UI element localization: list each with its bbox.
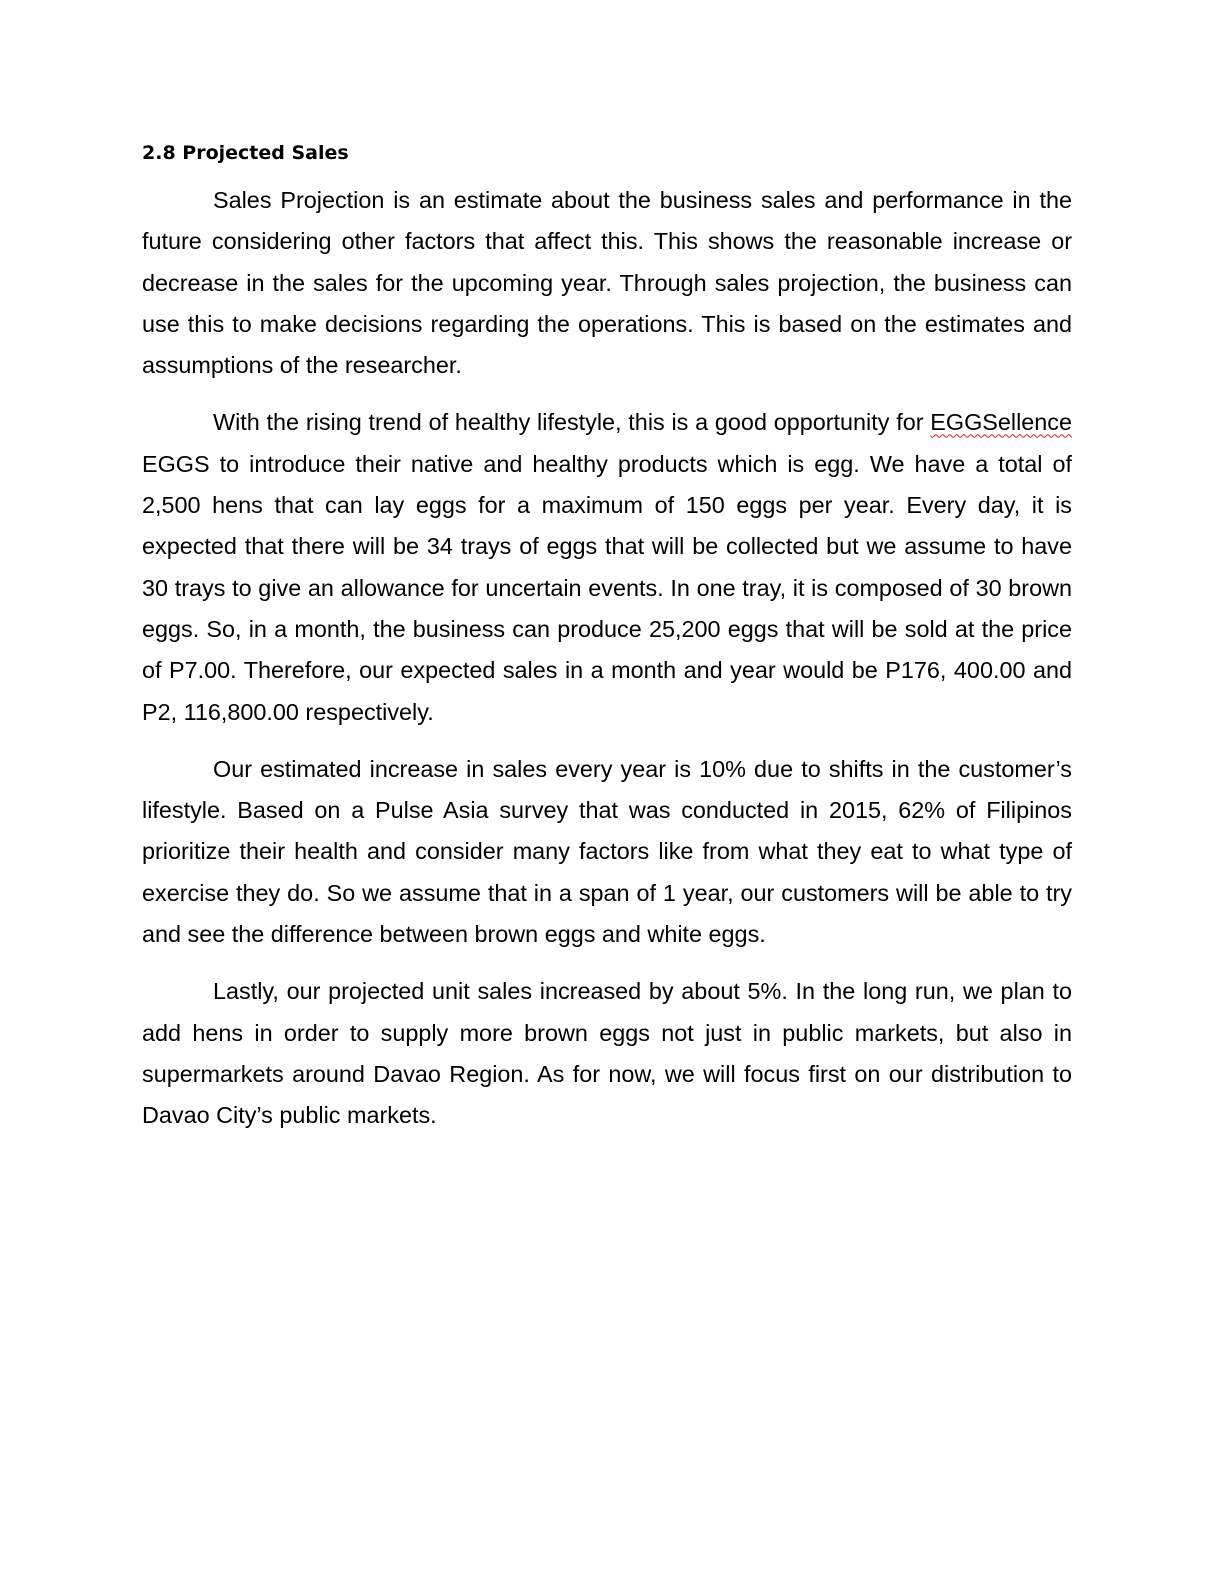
misspelled-brand-name: EGGSellence: [930, 409, 1072, 436]
paragraph-sales-projection-definition: Sales Projection is an estimate about the business sales and performance in the future considering other factors that affect this. This shows the reasonable increase or decrease in the sales for the upcoming year. Through sales projection, the business can use this to make decisions regarding the operations. This is based on the estimates and assumptions of the researcher.: [142, 187, 1072, 379]
document-body: [142, 138, 1072, 1153]
section-heading: 2.8 Projected Sales: [142, 142, 349, 164]
paragraph-sales-increase: Our estimated increase in sales every year is 10% due to shifts in the customer’s lifestyle. Based on a Pulse Asia survey that was conducted in 2015, 62% of Filipinos prioritize their health and consider many factors like from what they eat to what type of exercise they do. So we assume that in a span of 1 year, our customers will be able to try and see the difference between brown eggs and white eggs.: [142, 755, 1072, 948]
paragraph-text: EGGS to introduce their native and healthy products which is egg. We have a total of 2,500 hens that can lay eggs for a maximum of 150 eggs per year. Every day, it is expected that there will be 34 trays of eggs that will be collected but we assume to have 30 trays to give an allowance for uncertain events. In one tray, it is composed of 30 brown eggs. So, in a month, the business can produce 25,200 eggs that will be sold at the price of P7.00. Therefore, our expected sales in a month and year would be P176, 400.00 and P2, 116,800.00 respectively.: [142, 450, 1072, 725]
paragraph-long-run-plan: Lastly, our projected unit sales increased by about 5%. In the long run, we plan to add hens in order to supply more brown eggs not just in public markets, but also in supermarkets around Davao Region. As for now, we will focus first on our distribution to Davao City’s public markets.: [142, 978, 1072, 1129]
paragraph-text: With the rising trend of healthy lifestyle, this is a good opportunity for: [213, 409, 931, 436]
paragraph-production-estimate: [142, 402, 1072, 732]
